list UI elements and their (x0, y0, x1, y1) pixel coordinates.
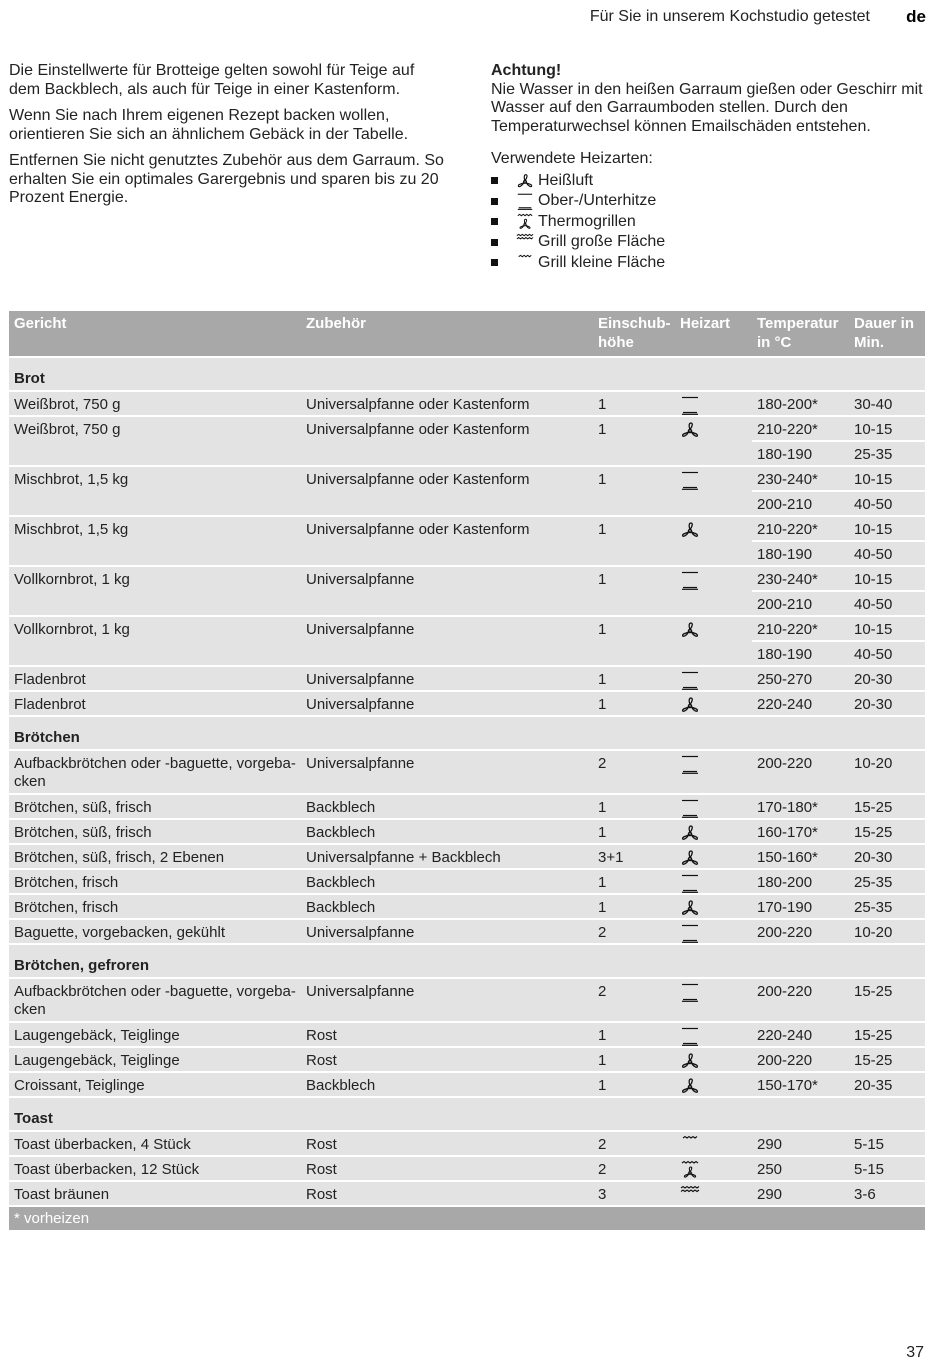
cell-accessory: Universalpfanne (301, 566, 593, 616)
grill-small-icon (514, 254, 536, 272)
cell-duration: 40-50 (849, 491, 925, 516)
cell-heating-mode (675, 616, 752, 666)
header-temperature: Temperatur in °C (752, 311, 849, 357)
header-accessory: Zubehör (301, 311, 593, 357)
cell-accessory: Universalpfanne oder Kastenform (301, 391, 593, 416)
cell-heating-mode (675, 978, 752, 1022)
grill-large-icon (514, 233, 536, 251)
cell-temperature: 230-240* (752, 566, 849, 591)
table-section-row (9, 357, 925, 391)
table-row (9, 1181, 925, 1206)
cell-accessory: Universalpfanne (301, 978, 593, 1022)
cell-duration: 5-15 (849, 1156, 925, 1181)
cell-temperature: 160-170* (752, 819, 849, 844)
bullet-icon (491, 177, 498, 184)
fan-icon (680, 695, 700, 715)
section-title: Brot (9, 357, 925, 391)
top-bottom-heat-icon (680, 470, 700, 490)
cell-level: 1 (593, 869, 675, 894)
cell-level: 2 (593, 1131, 675, 1156)
cell-dish: Fladenbrot (9, 691, 301, 716)
cell-duration: 20-35 (849, 1072, 925, 1097)
header-dish: Gericht (9, 311, 301, 357)
cell-heating-mode (675, 416, 752, 466)
cell-temperature: 180-200 (752, 869, 849, 894)
cell-duration: 10-15 (849, 466, 925, 491)
heating-mode-label: Ober-/Unterhitze (538, 192, 657, 209)
cell-dish: Laugengebäck, Teiglinge (9, 1047, 301, 1072)
thermo-grill-icon (680, 1160, 700, 1180)
grill-large-icon (680, 1185, 700, 1205)
cell-level: 3 (593, 1181, 675, 1206)
cell-accessory: Backblech (301, 1072, 593, 1097)
top-bottom-heat-icon (514, 192, 536, 210)
table-row (9, 516, 925, 541)
cell-heating-mode (675, 1156, 752, 1181)
table-row (9, 919, 925, 944)
cell-duration: 10-15 (849, 616, 925, 641)
cell-duration: 20-30 (849, 844, 925, 869)
cell-level: 1 (593, 466, 675, 516)
table-row (9, 794, 925, 819)
table-header-row (9, 311, 925, 357)
cell-dish: Vollkornbrot, 1 kg (9, 616, 301, 666)
cell-accessory: Universalpfanne (301, 616, 593, 666)
cell-temperature: 230-240* (752, 466, 849, 491)
heating-mode-label: Grill kleine Fläche (538, 253, 666, 271)
bullet-icon (491, 259, 498, 266)
cell-heating-mode (675, 819, 752, 844)
cell-heating-mode (675, 666, 752, 691)
heating-mode-label: Thermogrillen (538, 212, 636, 230)
cell-level: 1 (593, 691, 675, 716)
table-row (9, 894, 925, 919)
cell-duration: 15-25 (849, 819, 925, 844)
fan-icon (680, 420, 700, 440)
footnote: * vorheizen (9, 1206, 925, 1230)
cell-dish: Toast überbacken, 12 Stück (9, 1156, 301, 1181)
cell-temperature: 200-220 (752, 1047, 849, 1072)
cell-level: 1 (593, 566, 675, 616)
cell-duration: 25-35 (849, 869, 925, 894)
top-bottom-heat-icon (680, 923, 700, 943)
cell-duration: 10-20 (849, 750, 925, 794)
cell-level: 2 (593, 919, 675, 944)
table-row (9, 666, 925, 691)
table-row (9, 416, 925, 441)
cell-heating-mode (675, 1047, 752, 1072)
heating-mode-item (491, 232, 931, 253)
cell-temperature: 210-220* (752, 616, 849, 641)
cell-accessory: Universalpfanne oder Kastenform (301, 516, 593, 566)
fan-icon (680, 898, 700, 918)
table-row (9, 819, 925, 844)
cell-dish: Croissant, Teiglinge (9, 1072, 301, 1097)
cell-duration: 25-35 (849, 441, 925, 466)
cell-dish: Brötchen, süß, frisch (9, 794, 301, 819)
table-row (9, 466, 925, 491)
bullet-icon (491, 198, 498, 205)
cell-heating-mode (675, 1022, 752, 1047)
heating-mode-item (491, 212, 931, 233)
cell-heating-mode (675, 1131, 752, 1156)
cell-dish: Brötchen, frisch (9, 894, 301, 919)
cell-accessory: Rost (301, 1047, 593, 1072)
cell-temperature: 210-220* (752, 516, 849, 541)
cell-dish: Vollkornbrot, 1 kg (9, 566, 301, 616)
heating-mode-item (491, 191, 931, 212)
top-bottom-heat-icon (680, 395, 700, 415)
table-section-row (9, 1097, 925, 1131)
cell-heating-mode (675, 919, 752, 944)
table-section-row (9, 944, 925, 978)
cell-accessory: Backblech (301, 819, 593, 844)
baking-table (9, 311, 925, 1230)
cell-duration: 40-50 (849, 591, 925, 616)
table-row (9, 566, 925, 591)
cell-accessory: Universalpfanne (301, 919, 593, 944)
cell-heating-mode (675, 794, 752, 819)
cell-duration: 40-50 (849, 641, 925, 666)
page-number: 37 (906, 1344, 924, 1361)
cell-temperature: 250 (752, 1156, 849, 1181)
cell-dish: Aufbackbrötchen oder -baguette, vorgeba-cken (9, 978, 301, 1022)
cell-temperature: 170-180* (752, 794, 849, 819)
cell-accessory: Universalpfanne + Backblech (301, 844, 593, 869)
cell-level: 1 (593, 616, 675, 666)
cell-dish: Brötchen, süß, frisch, 2 Ebenen (9, 844, 301, 869)
cell-temperature: 180-190 (752, 641, 849, 666)
running-header-title: Für Sie in unserem Kochstudio getestet (589, 8, 870, 25)
cell-heating-mode (675, 894, 752, 919)
heating-mode-label: Grill große Fläche (538, 233, 666, 250)
cell-accessory: Universalpfanne (301, 691, 593, 716)
cell-dish: Weißbrot, 750 g (9, 416, 301, 466)
cell-level: 2 (593, 978, 675, 1022)
cell-duration: 30-40 (849, 391, 925, 416)
cell-accessory: Rost (301, 1022, 593, 1047)
cell-duration: 40-50 (849, 541, 925, 566)
cell-level: 1 (593, 416, 675, 466)
cell-dish: Baguette, vorgebacken, gekühlt (9, 919, 301, 944)
grill-small-icon (680, 1135, 700, 1155)
header-duration: Dauer in Min. (849, 311, 925, 357)
cell-temperature: 200-220 (752, 919, 849, 944)
cell-temperature: 220-240 (752, 691, 849, 716)
cell-heating-mode (675, 466, 752, 516)
cell-duration: 15-25 (849, 1022, 925, 1047)
cell-dish: Weißbrot, 750 g (9, 391, 301, 416)
header-level: Einschub-höhe (593, 311, 675, 357)
cell-accessory: Backblech (301, 794, 593, 819)
cell-level: 1 (593, 1022, 675, 1047)
cell-dish: Aufbackbrötchen oder -baguette, vorgeba-cken (9, 750, 301, 794)
header-heating-mode: Heizart (675, 311, 752, 357)
cell-heating-mode (675, 844, 752, 869)
cell-duration: 15-25 (849, 1047, 925, 1072)
cell-accessory: Universalpfanne (301, 750, 593, 794)
warning-text: Nie Wasser in den heißen Garraum gießen oder Geschirr mit Wasser auf den Garraumboden stellen. Durch den Temperaturwechsel können Emailschäden entstehen. (491, 80, 923, 135)
cell-level: 1 (593, 666, 675, 691)
table-row (9, 1022, 925, 1047)
cell-accessory: Universalpfanne oder Kastenform (301, 416, 593, 466)
table-footnote-row (9, 1206, 925, 1230)
cell-accessory: Rost (301, 1131, 593, 1156)
table-section-row (9, 716, 925, 750)
cell-dish: Mischbrot, 1,5 kg (9, 466, 301, 516)
cell-heating-mode (675, 391, 752, 416)
cell-temperature: 210-220* (752, 416, 849, 441)
fan-icon (680, 1051, 700, 1071)
top-bottom-heat-icon (680, 670, 700, 690)
cell-temperature: 220-240 (752, 1022, 849, 1047)
cell-accessory: Backblech (301, 894, 593, 919)
fan-icon (680, 823, 700, 843)
cell-heating-mode (675, 1072, 752, 1097)
cell-level: 1 (593, 894, 675, 919)
cell-heating-mode (675, 566, 752, 616)
intro-column (9, 62, 449, 216)
cell-accessory: Rost (301, 1156, 593, 1181)
cell-temperature: 200-220 (752, 750, 849, 794)
cell-duration: 20-30 (849, 691, 925, 716)
cell-temperature: 200-210 (752, 491, 849, 516)
top-bottom-heat-icon (680, 1026, 700, 1046)
heating-mode-label: Heißluft (538, 171, 594, 189)
cell-dish: Toast bräunen (9, 1181, 301, 1206)
cell-temperature: 290 (752, 1181, 849, 1206)
table-body (9, 357, 925, 1230)
fan-icon (680, 848, 700, 868)
cell-temperature: 180-190 (752, 441, 849, 466)
cell-level: 1 (593, 1072, 675, 1097)
cell-temperature: 180-200* (752, 391, 849, 416)
cell-dish: Toast überbacken, 4 Stück (9, 1131, 301, 1156)
fan-icon (514, 172, 536, 190)
language-marker: de (906, 7, 926, 26)
top-bottom-heat-icon (680, 570, 700, 590)
cell-accessory: Universalpfanne oder Kastenform (301, 466, 593, 516)
cell-accessory: Universalpfanne (301, 666, 593, 691)
cell-dish: Fladenbrot (9, 666, 301, 691)
fan-icon (680, 520, 700, 540)
cell-dish: Mischbrot, 1,5 kg (9, 516, 301, 566)
cell-level: 1 (593, 516, 675, 566)
cell-duration: 25-35 (849, 894, 925, 919)
cell-duration: 15-25 (849, 794, 925, 819)
cell-accessory: Backblech (301, 869, 593, 894)
cell-duration: 3-6 (849, 1181, 925, 1206)
cell-temperature: 250-270 (752, 666, 849, 691)
table-row (9, 978, 925, 1022)
cell-heating-mode (675, 1181, 752, 1206)
bullet-icon (491, 218, 498, 225)
thermo-grill-icon (514, 213, 536, 231)
cell-duration: 10-20 (849, 919, 925, 944)
cell-heating-mode (675, 869, 752, 894)
warning-title: Achtung! (491, 62, 562, 79)
cell-temperature: 150-160* (752, 844, 849, 869)
cell-level: 2 (593, 1156, 675, 1181)
cell-heating-mode (675, 691, 752, 716)
cell-level: 1 (593, 794, 675, 819)
intro-paragraph-1: Die Einstellwerte für Brotteige gelten sowohl für Teige auf dem Backblech, als auch für Teige in einer Kastenform. (9, 62, 415, 98)
intro-paragraph-2: Wenn Sie nach Ihrem eigenen Rezept backen wollen, orientieren Sie sich an ähnlichem Gebäck in der Tabelle. (9, 107, 409, 143)
table-row (9, 1131, 925, 1156)
heating-modes-heading: Verwendete Heizarten: (491, 150, 653, 167)
top-bottom-heat-icon (680, 982, 700, 1002)
cell-dish: Brötchen, süß, frisch (9, 819, 301, 844)
heating-mode-item (491, 171, 931, 192)
cell-temperature: 150-170* (752, 1072, 849, 1097)
intro-paragraph-3: Entfernen Sie nicht genutztes Zubehör aus dem Garraum. So erhalten Sie ein optimales Garergebnis und sparen bis zu 20 Prozent Energie. (9, 152, 444, 206)
cell-level: 1 (593, 1047, 675, 1072)
cell-level: 1 (593, 391, 675, 416)
section-title: Brötchen (9, 716, 925, 750)
cell-duration: 5-15 (849, 1131, 925, 1156)
cell-level: 3+1 (593, 844, 675, 869)
cell-accessory: Rost (301, 1181, 593, 1206)
cell-temperature: 200-220 (752, 978, 849, 1022)
bullet-icon (491, 239, 498, 246)
info-column (491, 62, 931, 273)
cell-duration: 10-15 (849, 516, 925, 541)
heating-mode-item (491, 253, 931, 274)
fan-icon (680, 1076, 700, 1096)
table-row (9, 750, 925, 794)
cell-dish: Brötchen, frisch (9, 869, 301, 894)
cell-duration: 10-15 (849, 566, 925, 591)
top-bottom-heat-icon (680, 798, 700, 818)
table-row (9, 391, 925, 416)
cell-level: 2 (593, 750, 675, 794)
table-row (9, 869, 925, 894)
heating-modes-list (491, 171, 931, 274)
cell-duration: 10-15 (849, 416, 925, 441)
cell-temperature: 170-190 (752, 894, 849, 919)
cell-temperature: 290 (752, 1131, 849, 1156)
table-row (9, 1072, 925, 1097)
top-bottom-heat-icon (680, 873, 700, 893)
table-row (9, 1047, 925, 1072)
top-bottom-heat-icon (680, 754, 700, 774)
cell-temperature: 180-190 (752, 541, 849, 566)
section-title: Toast (9, 1097, 925, 1131)
cell-duration: 20-30 (849, 666, 925, 691)
fan-icon (680, 620, 700, 640)
table-row (9, 844, 925, 869)
cell-dish: Laugengebäck, Teiglinge (9, 1022, 301, 1047)
section-title: Brötchen, gefroren (9, 944, 925, 978)
cell-level: 1 (593, 819, 675, 844)
cell-heating-mode (675, 516, 752, 566)
cell-duration: 15-25 (849, 978, 925, 1022)
cell-heating-mode (675, 750, 752, 794)
table-row (9, 616, 925, 641)
cell-temperature: 200-210 (752, 591, 849, 616)
table-row (9, 1156, 925, 1181)
table-row (9, 691, 925, 716)
